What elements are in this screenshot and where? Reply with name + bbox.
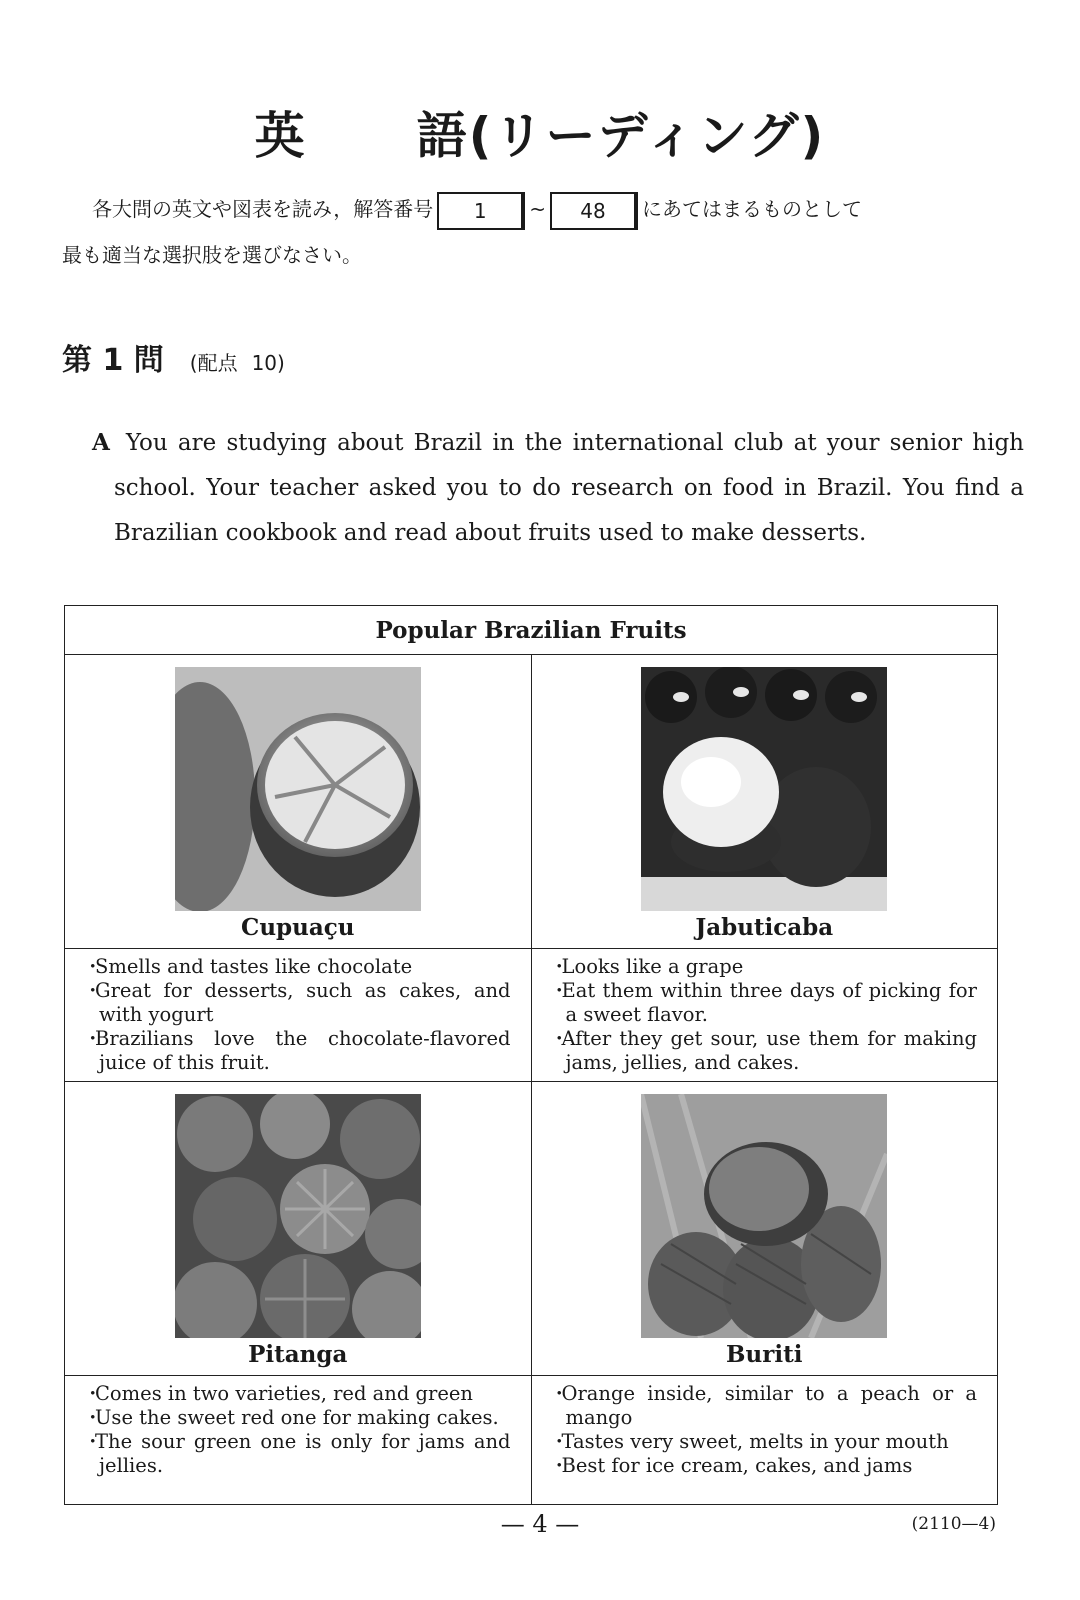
page-title [0,96,1080,168]
pitanga-points [65,1376,531,1484]
points-value: 10) [251,351,285,375]
list-item: ・ Best for ice cream, cakes, and jams [554,1454,978,1478]
fruit-name: Pitanga [248,1341,348,1368]
points-label: (配点 [189,351,238,375]
list-item: ・ Great for desserts, such as cakes, and with yogurt [87,979,511,1027]
fruit-name: Buriti [726,1341,803,1368]
page-code: (2110—4) [911,1514,996,1534]
tilde: ~ [529,197,546,221]
cupuacu-photo [175,667,421,911]
instructions-text-before: 各大問の英文や図表を読み，解答番号 [92,197,434,221]
title-part-1: 英 [254,107,307,165]
fruit-cell-pitanga [65,1082,532,1376]
question-heading [62,335,285,379]
fruit-cell-buriti [531,1082,998,1376]
pitanga-photo [175,1094,421,1338]
jabuticaba-photo [641,667,887,911]
fruit-desc-jabuticaba [531,949,998,1082]
list-item: ・ Use the sweet red one for making cakes. [87,1406,511,1430]
buriti-points [532,1376,998,1484]
fruit-cell-cupuacu [65,655,532,949]
instructions [62,186,1022,278]
fruit-name: Cupuaçu [241,914,355,941]
question-number: 第 1 問 [62,343,164,378]
page-number: — 4 — [500,1510,580,1538]
fruit-cell-jabuticaba [531,655,998,949]
list-item: ・ Looks like a grape [554,955,978,979]
instructions-line-2: 最も適当な選択肢を選びなさい。 [62,243,362,267]
list-item: ・ Brazilians love the chocolate-flavored juice of this fruit. [87,1027,511,1075]
list-item: ・ Eat them within three days of picking for a sweet flavor. [554,979,978,1027]
buriti-photo [641,1094,887,1338]
list-item: ・ Tastes very sweet, melts in your mouth [554,1430,978,1454]
fruit-desc-buriti [531,1376,998,1505]
part-a-text: You are studying about Brazil in the international club at your senior high school. Your teacher asked you to do research on food in Brazil. You find a Brazilian cookbook and read about fruits used to make desserts. [114,430,1024,546]
table-title: Popular Brazilian Fruits [65,606,998,655]
title-part-2: 語(リーディング) [416,107,826,165]
answer-number-box-start: 1 [437,192,525,230]
list-item: ・ Smells and tastes like chocolate [87,955,511,979]
part-a-passage [92,420,1024,556]
list-item: ・ The sour green one is only for jams and jellies. [87,1430,511,1478]
cupuacu-points [65,949,531,1081]
fruit-desc-pitanga [65,1376,532,1505]
jabuticaba-points [532,949,998,1081]
fruit-desc-cupuacu [65,949,532,1082]
list-item: ・ Comes in two varieties, red and green [87,1382,511,1406]
fruit-table [64,605,998,1505]
list-item: ・ After they get sour, use them for making jams, jellies, and cakes. [554,1027,978,1075]
part-a-letter: A [92,429,110,456]
list-item: ・ Orange inside, similar to a peach or a mango [554,1382,978,1430]
instructions-text-after: にあてはまるものとして [641,197,862,221]
fruit-name: Jabuticaba [695,914,834,941]
answer-number-box-end: 48 [550,192,638,230]
